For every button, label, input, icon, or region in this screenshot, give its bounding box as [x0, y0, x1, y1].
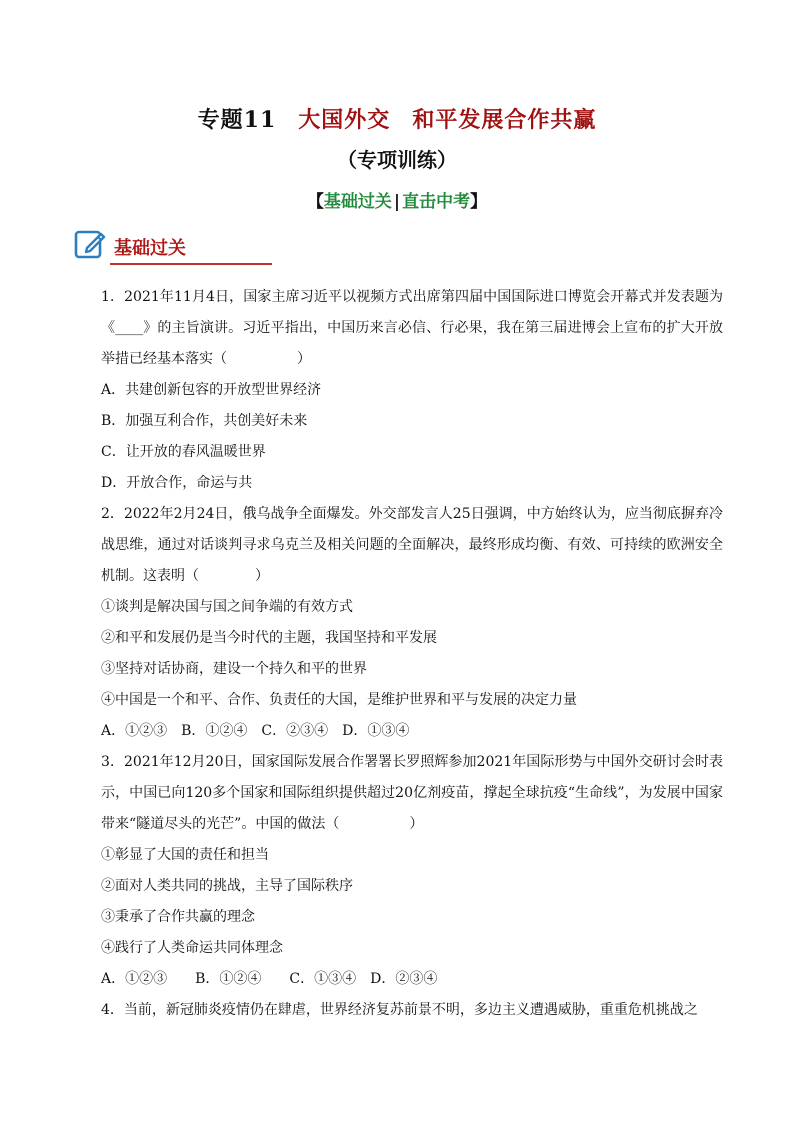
question-item [101, 499, 723, 747]
answer-option: ①彰显了大国的责任和担当 [101, 847, 269, 863]
answer-option: ②和平和发展仍是当今时代的主题，我国坚持和平发展 [101, 630, 437, 646]
question-stem: 2．2022年2月24日，俄乌战争全面爆发。外交部发言人25日强调，中方始终认为，应当彻底摒弃冷战思维，通过对话谈判寻求乌克兰及相关问题的全面解决，最终形成均衡、有效、可持续的欧洲安全机制。这表明（ ） [101, 506, 723, 584]
question-item [101, 995, 723, 1026]
answer-option: D．开放合作，命运与共 [101, 475, 253, 491]
level-banner [0, 187, 794, 212]
question-stem: 1．2021年11月4日，国家主席习近平以视频方式出席第四届中国国际进口博览会开幕式并发表题为《____》的主旨演讲。习近平指出，中国历来言必信、行必果，我在第三届进博会上宣布的扩大开放举措已经基本落实（ ） [101, 289, 723, 367]
pencil-edit-icon [74, 228, 106, 260]
question-stem: 4．当前，新冠肺炎疫情仍在肆虐，世界经济复苏前景不明，多边主义遭遇威胁，重重危机挑战之 [101, 1002, 698, 1018]
page-subtitle: （专项训练） [337, 148, 457, 172]
section-title: 基础过关 [114, 238, 186, 259]
answer-option: B．加强互利合作，共创美好未来 [101, 413, 308, 429]
answer-option: A．共建创新包容的开放型世界经济 [101, 382, 322, 398]
answer-option: ③秉承了合作共赢的理念 [101, 909, 255, 925]
answer-option: A．①②③ B．①②④ C．②③④ D．①③④ [101, 723, 410, 739]
answer-option: A．①②③ B．①②④ C．①③④ D．②③④ [101, 971, 438, 987]
answer-option: C．让开放的春风温暖世界 [101, 444, 266, 460]
banner-right-text: 直击中考 [402, 192, 471, 212]
answer-option: ④中国是一个和平、合作、负责任的大国，是维护世界和平与发展的决定力量 [101, 692, 577, 708]
answer-option: ④践行了人类命运共同体理念 [101, 940, 283, 956]
answer-option: ②面对人类共同的挑战，主导了国际秩序 [101, 878, 353, 894]
section-underline [110, 263, 272, 265]
question-list [101, 282, 723, 1026]
title-topic-theme: 和平发展合作共赢 [412, 107, 597, 133]
question-stem: 3．2021年12月20日，国家国际发展合作署署长罗照辉参加2021年国际形势与中国外交研讨会时表示，中国已向120多个国家和国际组织提供超过20亿剂疫苗，撑起全球抗疫“生命线”，为发展中国家带来“隧道尽头的光芒”。中国的做法（ ） [101, 754, 723, 832]
answer-option: ③坚持对话协商，建设一个持久和平的世界 [101, 661, 367, 677]
page-title [0, 103, 794, 134]
title-topic-number: 专题11 [197, 107, 277, 133]
banner-bracket-open: 【 [306, 192, 324, 212]
question-item [101, 282, 723, 499]
title-topic-name: 大国外交 [298, 107, 391, 133]
banner-bracket-close: 】 [470, 192, 488, 212]
answer-option: ①谈判是解决国与国之间争端的有效方式 [101, 599, 353, 615]
banner-left-text: 基础过关 [323, 192, 392, 212]
banner-separator: | [393, 192, 401, 212]
question-item [101, 747, 723, 995]
